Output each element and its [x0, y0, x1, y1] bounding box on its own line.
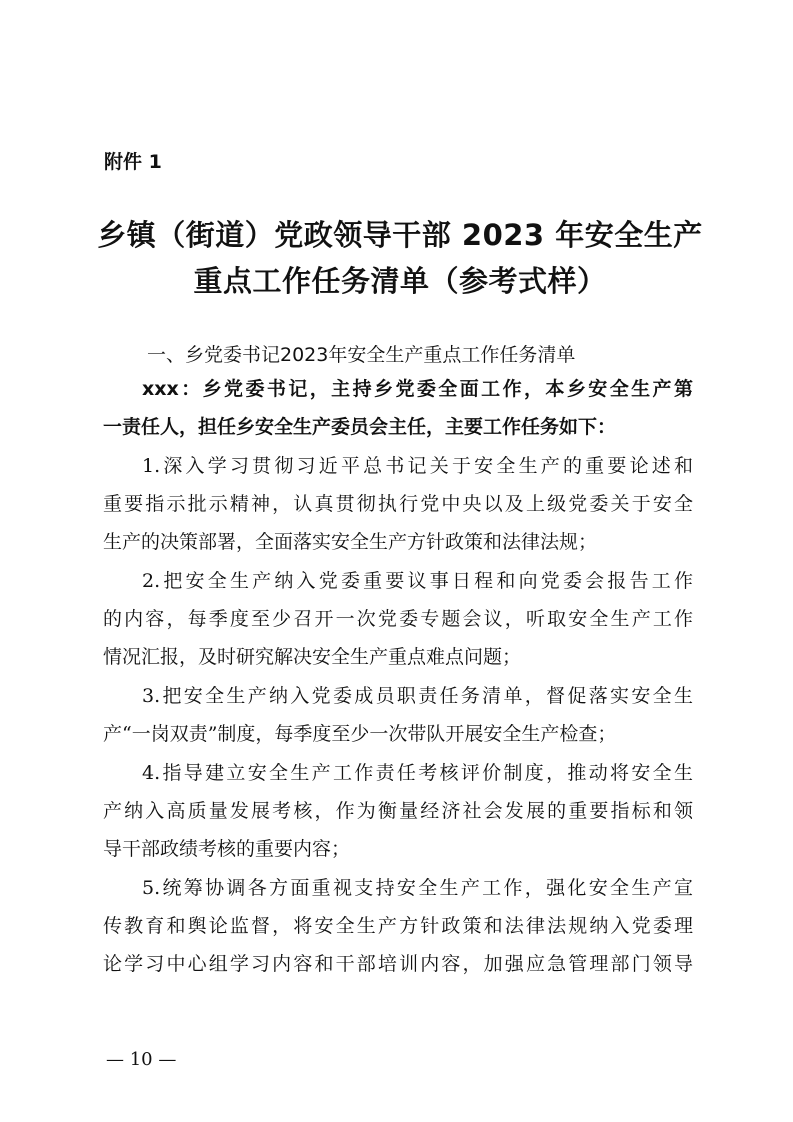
item-3-line-2: 产“一岗双责”制度，每季度至少一次带队开展安全生产检查；: [103, 723, 617, 745]
item-2-line-3: 情况汇报，及时研究解决安全生产重点难点问题；: [103, 646, 522, 668]
section-heading: 一、乡党委书记2023年安全生产重点工作任务清单: [147, 344, 576, 366]
item-4-line-3: 导干部政绩考核的重要内容；: [103, 838, 351, 860]
item-5-line-2: 传教育和舆论监督，将安全生产方针政策和法律法规纳入党委理: [103, 915, 693, 937]
item-4-line-2: 产纳入高质量发展考核，作为衡量经济社会发展的重要指标和领: [103, 800, 693, 822]
item-2-line-2: 的内容，每季度至少召开一次党委专题会议，听取安全生产工作: [103, 608, 693, 630]
item-4-line-1: 4.指导建立安全生产工作责任考核评价制度，推动将安全生: [142, 762, 693, 784]
item-1-line-3: 生产的决策部署，全面落实安全生产方针政策和法律法规；: [103, 531, 598, 553]
intro-line-1: xxx：乡党委书记，主持乡党委全面工作，本乡安全生产第: [142, 378, 693, 400]
item-2-line-1: 2.把安全生产纳入党委重要议事日程和向党委会报告工作: [142, 570, 693, 592]
item-1-line-2: 重要指示批示精神，认真贯彻执行党中央以及上级党委关于安全: [103, 493, 693, 515]
intro-line-2: 一责任人，担任乡安全生产委员会主任，主要工作任务如下：: [103, 416, 617, 438]
document-title-line-1: 乡镇（街道）党政领导干部 2023 年安全生产: [97, 218, 703, 252]
item-5-line-1: 5.统筹协调各方面重视支持安全生产工作，强化安全生产宣: [142, 877, 693, 899]
item-3-line-1: 3.把安全生产纳入党委成员职责任务清单，督促落实安全生: [142, 685, 693, 707]
item-5-line-3: 论学习中心组学习内容和干部培训内容，加强应急管理部门领导: [103, 953, 693, 975]
attachment-label: 附件 1: [104, 151, 162, 173]
item-1-line-1: 1.深入学习贯彻习近平总书记关于安全生产的重要论述和: [142, 455, 693, 477]
page-number: — 10 —: [106, 1049, 177, 1070]
document-title-line-2: 重点工作任务清单（参考式样）: [193, 264, 607, 298]
